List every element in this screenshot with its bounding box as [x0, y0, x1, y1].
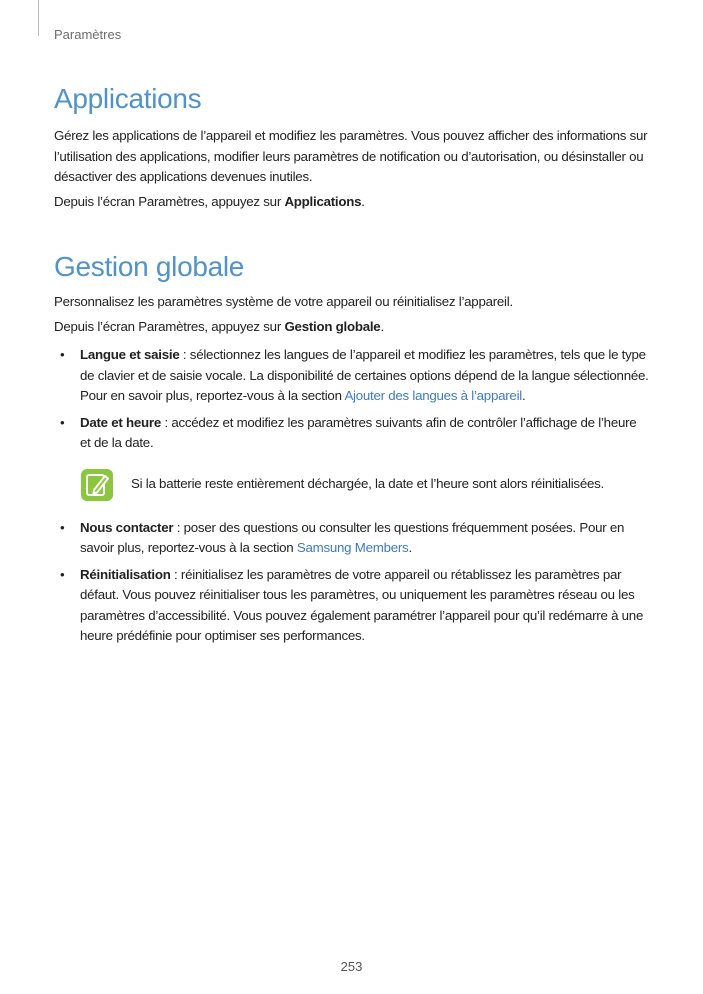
bullet: • [60, 566, 65, 582]
page-content [54, 82, 650, 653]
gestion-options-list-continued [54, 518, 650, 647]
bullet: • [60, 414, 65, 430]
gestion-path [54, 317, 650, 338]
gestion-options-list [54, 345, 650, 454]
bullet: • [60, 347, 65, 362]
item-term: Réinitialisation [80, 566, 171, 582]
section-header: Paramètres [54, 27, 122, 42]
page-number: 253 [340, 959, 363, 974]
applications-path-suffix: . [361, 193, 365, 209]
applications-path [54, 192, 650, 213]
item-end: . [521, 388, 526, 403]
gestion-path-target: Gestion globale [284, 318, 381, 334]
applications-intro: Gérez les applications de l’appareil et modifiez les paramètres. Vous pouvez afficher des informations sur l’utilisation des applications, modifier leurs paramètres de notification ou d’autorisation, ou désinstaller ou désactiver des applications devenues inutiles. [54, 128, 648, 184]
list-item-nous-contacter [54, 518, 650, 559]
applications-title: Applications [54, 83, 202, 114]
list-item-date-heure [54, 413, 650, 454]
list-item-reinitialisation [54, 565, 650, 647]
applications-path-target: Applications [284, 193, 362, 209]
item-end: . [408, 540, 412, 555]
item-text: : réinitialisez les paramètres de votre appareil ou rétablissez les paramètres par défaut. Vous pouvez réinitialiser tous les paramètres, ou uniquement les paramètres réseau ou les paramètres d’accessibilité. Vous pouvez également paramétrer l’appareil pour qu’il redémarre à une heure prédéfinie pour optimiser ses performances. [80, 566, 644, 643]
item-text: : accédez et modifiez les paramètres suivants afin de contrôler l’affichage de l’heure et de la date. [80, 414, 637, 450]
note-box [54, 466, 650, 504]
gestion-title: Gestion globale [54, 251, 245, 282]
item-term: Nous contacter [80, 519, 174, 535]
link-samsung-members[interactable]: Samsung Members [296, 540, 409, 555]
header-divider [38, 0, 39, 36]
gestion-intro: Personnalisez les paramètres système de votre appareil ou réinitialisez l’appareil. [54, 294, 513, 309]
gestion-path-prefix: Depuis l’écran Paramètres, appuyez sur [54, 318, 285, 334]
gestion-path-suffix: . [380, 318, 384, 334]
applications-path-prefix: Depuis l’écran Paramètres, appuyez sur [54, 193, 285, 209]
list-item-langue [54, 345, 650, 407]
note-text: Si la batterie reste entièrement déchargée, la date et l’heure sont alors réinitialisées. [131, 475, 604, 491]
link-ajouter-langues[interactable]: Ajouter des langues à l’appareil [344, 388, 522, 403]
bullet: • [60, 519, 65, 535]
item-text: : poser des questions ou consulter les questions fréquemment posées. Pour en savoir plus, reportez-vous à la section [80, 519, 625, 555]
item-term: Langue et saisie [80, 347, 180, 362]
item-text: : sélectionnez les langues de l’appareil et modifiez les paramètres, tels que le type de clavier et de saisie vocale. La disponibilité de certaines options dépend de la langue sélectionnée. Pour en savoir plus, reportez-vous à la section [80, 347, 649, 403]
note-pencil-icon [80, 468, 114, 502]
item-term: Date et heure [80, 414, 161, 430]
